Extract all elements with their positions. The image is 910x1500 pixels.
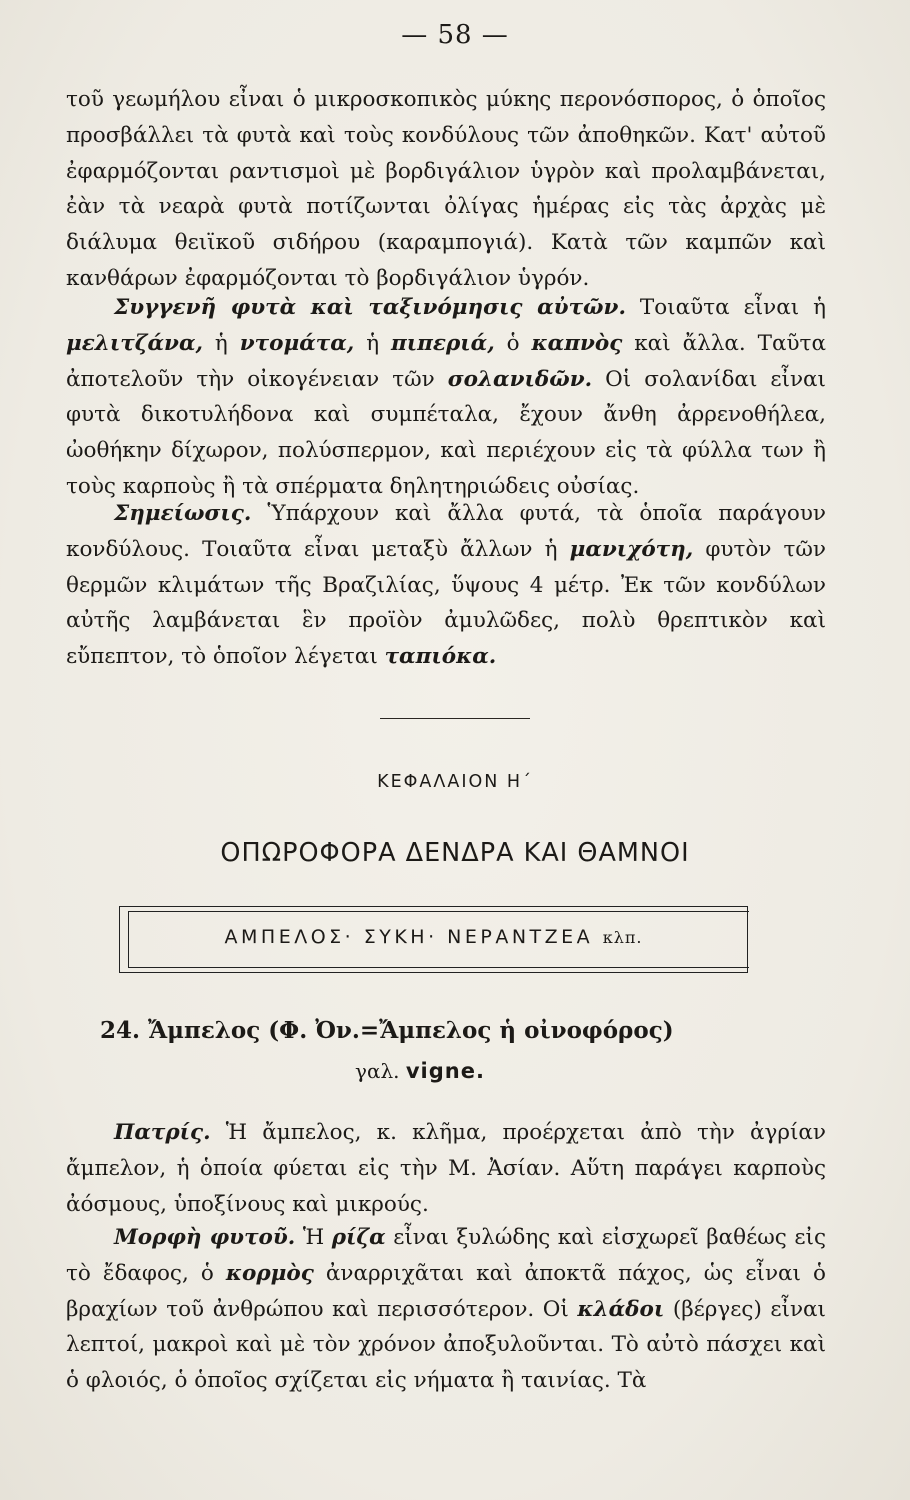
paragraph-related-plants: Συγγενῆ φυτὰ καὶ ταξινόμησις αὐτῶν. Τοιαῦτα εἶναι ἡ μελιτζάνα, ἡ ντομάτα, ἡ πιπεριά, ὁ καπνὸς καὶ ἄλλα. Ταῦτα ἀποτελοῦν τὴν οἰκογένειαν τῶν σολανιδῶν. Οἱ σολανίδαι εἶναι φυτὰ δικοτυλήδονα καὶ συμπέταλα, ἔχουν ἄνθη ἀρρενοθήλεα, ὠοθήκην δίχωρον, πολύσπερμον, καὶ περιέχουν εἰς τὰ φύλλα των ἢ τοὺς καρποὺς ἢ τὰ σπέρματα δηλητηριώδεις οὐσίας.: [66, 295, 826, 499]
entry-french-name: γαλ. vigne.: [355, 1059, 485, 1083]
term-solanaceae: σολανιδῶν.: [447, 366, 593, 392]
term-branches: κλάδοι: [577, 1296, 665, 1322]
subheading-related-plants: Συγγενῆ φυτὰ καὶ ταξινόμησις αὐτῶν.: [114, 295, 626, 320]
paragraph-origin: Πατρίς. Ἡ ἄμπελος, κ. κλῆμα, προέρχεται ἀπὸ τὴν ἀγρίαν ἄμπελον, ἡ ὁποία φύεται εἰς τὴν Μ. Ἀσίαν. Αὕτη παράγει καρποὺς ἀόσμους, ὑποξίνους καὶ μικρούς.: [66, 1120, 826, 1217]
term-trunk: κορμὸς: [225, 1260, 314, 1286]
section-box-title: ΑΜΠΕΛΟΣ· ΣΥΚΗ· ΝΕΡΑΝΤΖΕΑ κλπ.: [224, 926, 643, 948]
section-box: [119, 906, 748, 973]
term-manioc: μανιχότη,: [569, 536, 694, 562]
entry-heading: 24. Ἄμπελος (Φ. Ὀν.=Ἄμπελος ἡ οἰνοφόρος): [100, 1017, 674, 1044]
term-tobacco: καπνὸς: [531, 330, 623, 356]
term-eggplant: μελιτζάνα,: [66, 330, 203, 356]
paragraph-note: Σημείωσις. Ὑπάρχουν καὶ ἄλλα φυτά, τὰ ὁποῖα παράγουν κονδύλους. Τοιαῦτα εἶναι μεταξὺ ἄλλων ἡ μανιχότη, φυτὸν τῶν θερμῶν κλιμάτων τῆς Βραζιλίας, ὕψους 4 μέτρ. Ἐκ τῶν κονδύλων αὐτῆς λαμβάνεται ἓν προϊὸν ἀμυλῶδες, πολὺ θρεπτικὸν καὶ εὔπεπτον, τὸ ὁποῖον λέγεται ταπιόκα.: [66, 501, 826, 670]
subheading-note: Σημείωσις.: [114, 501, 252, 526]
chapter-label: ΚΕΦΑΛΑΙΟΝ Η΄: [377, 772, 533, 792]
paragraph-text: τοῦ γεωμήλου εἶναι ὁ μικροσκοπικὸς μύκης περονόσπορος, ὁ ὁποῖος προσβάλλει τὰ φυτὰ καὶ τοὺς κονδύλους τῶν ἀποθηκῶν. Κατ' αὐτοῦ ἐφαρμόζονται ραντισμοὶ μὲ βορδιγάλιον ὑγρὸν καὶ προλαμβάνεται, ἐὰν τὰ νεαρὰ φυτὰ ποτίζωνται ὀλίγας ἡμέρας εἰς τὰς ἀρχὰς μὲ διάλυμα θειϊκοῦ σιδήρου (καραμπογιά). Κατὰ τῶν καμπῶν καὶ κανθάρων ἐφαρμόζονται τὸ βορδιγάλιον ὑγρόν.: [66, 87, 826, 291]
page-number: — 58 —: [401, 20, 509, 50]
term-tapioca: ταπιόκα.: [384, 644, 497, 670]
paragraph-plant-form: Μορφὴ φυτοῦ. Ἡ ρίζα εἶναι ξυλώδης καὶ εἰσχωρεῖ βαθέως εἰς τὸ ἔδαφος, ὁ κορμὸς ἀναρριχᾶται καὶ ἀποκτᾶ πάχος, ὡς εἶναι ὁ βραχίων τοῦ ἀνθρώπου καὶ περισσότερον. Οἱ κλάδοι (βέργες) εἶναι λεπτοί, μακροὶ καὶ μὲ τὸν χρόνον ἀποξυλοῦνται. Τὸ αὐτὸ πάσχει καὶ ὁ φλοιός, ὁ ὁποῖος σχίζεται εἰς νήματα ἢ ταινίας. Τὰ: [66, 1225, 826, 1394]
term-pepper: πιπεριά,: [391, 330, 495, 356]
section-divider: [380, 718, 530, 719]
paragraph-potato-disease: [66, 82, 826, 297]
subheading-origin: Πατρίς.: [114, 1120, 211, 1145]
term-root: ρίζα: [331, 1225, 386, 1250]
term-tomato: ντομάτα,: [239, 330, 355, 356]
chapter-title: ΟΠΩΡΟΦΟΡΑ ΔΕΝΔΡΑ ΚΑΙ ΘΑΜΝΟΙ: [220, 838, 690, 868]
subheading-plant-form: Μορφὴ φυτοῦ.: [114, 1225, 296, 1250]
